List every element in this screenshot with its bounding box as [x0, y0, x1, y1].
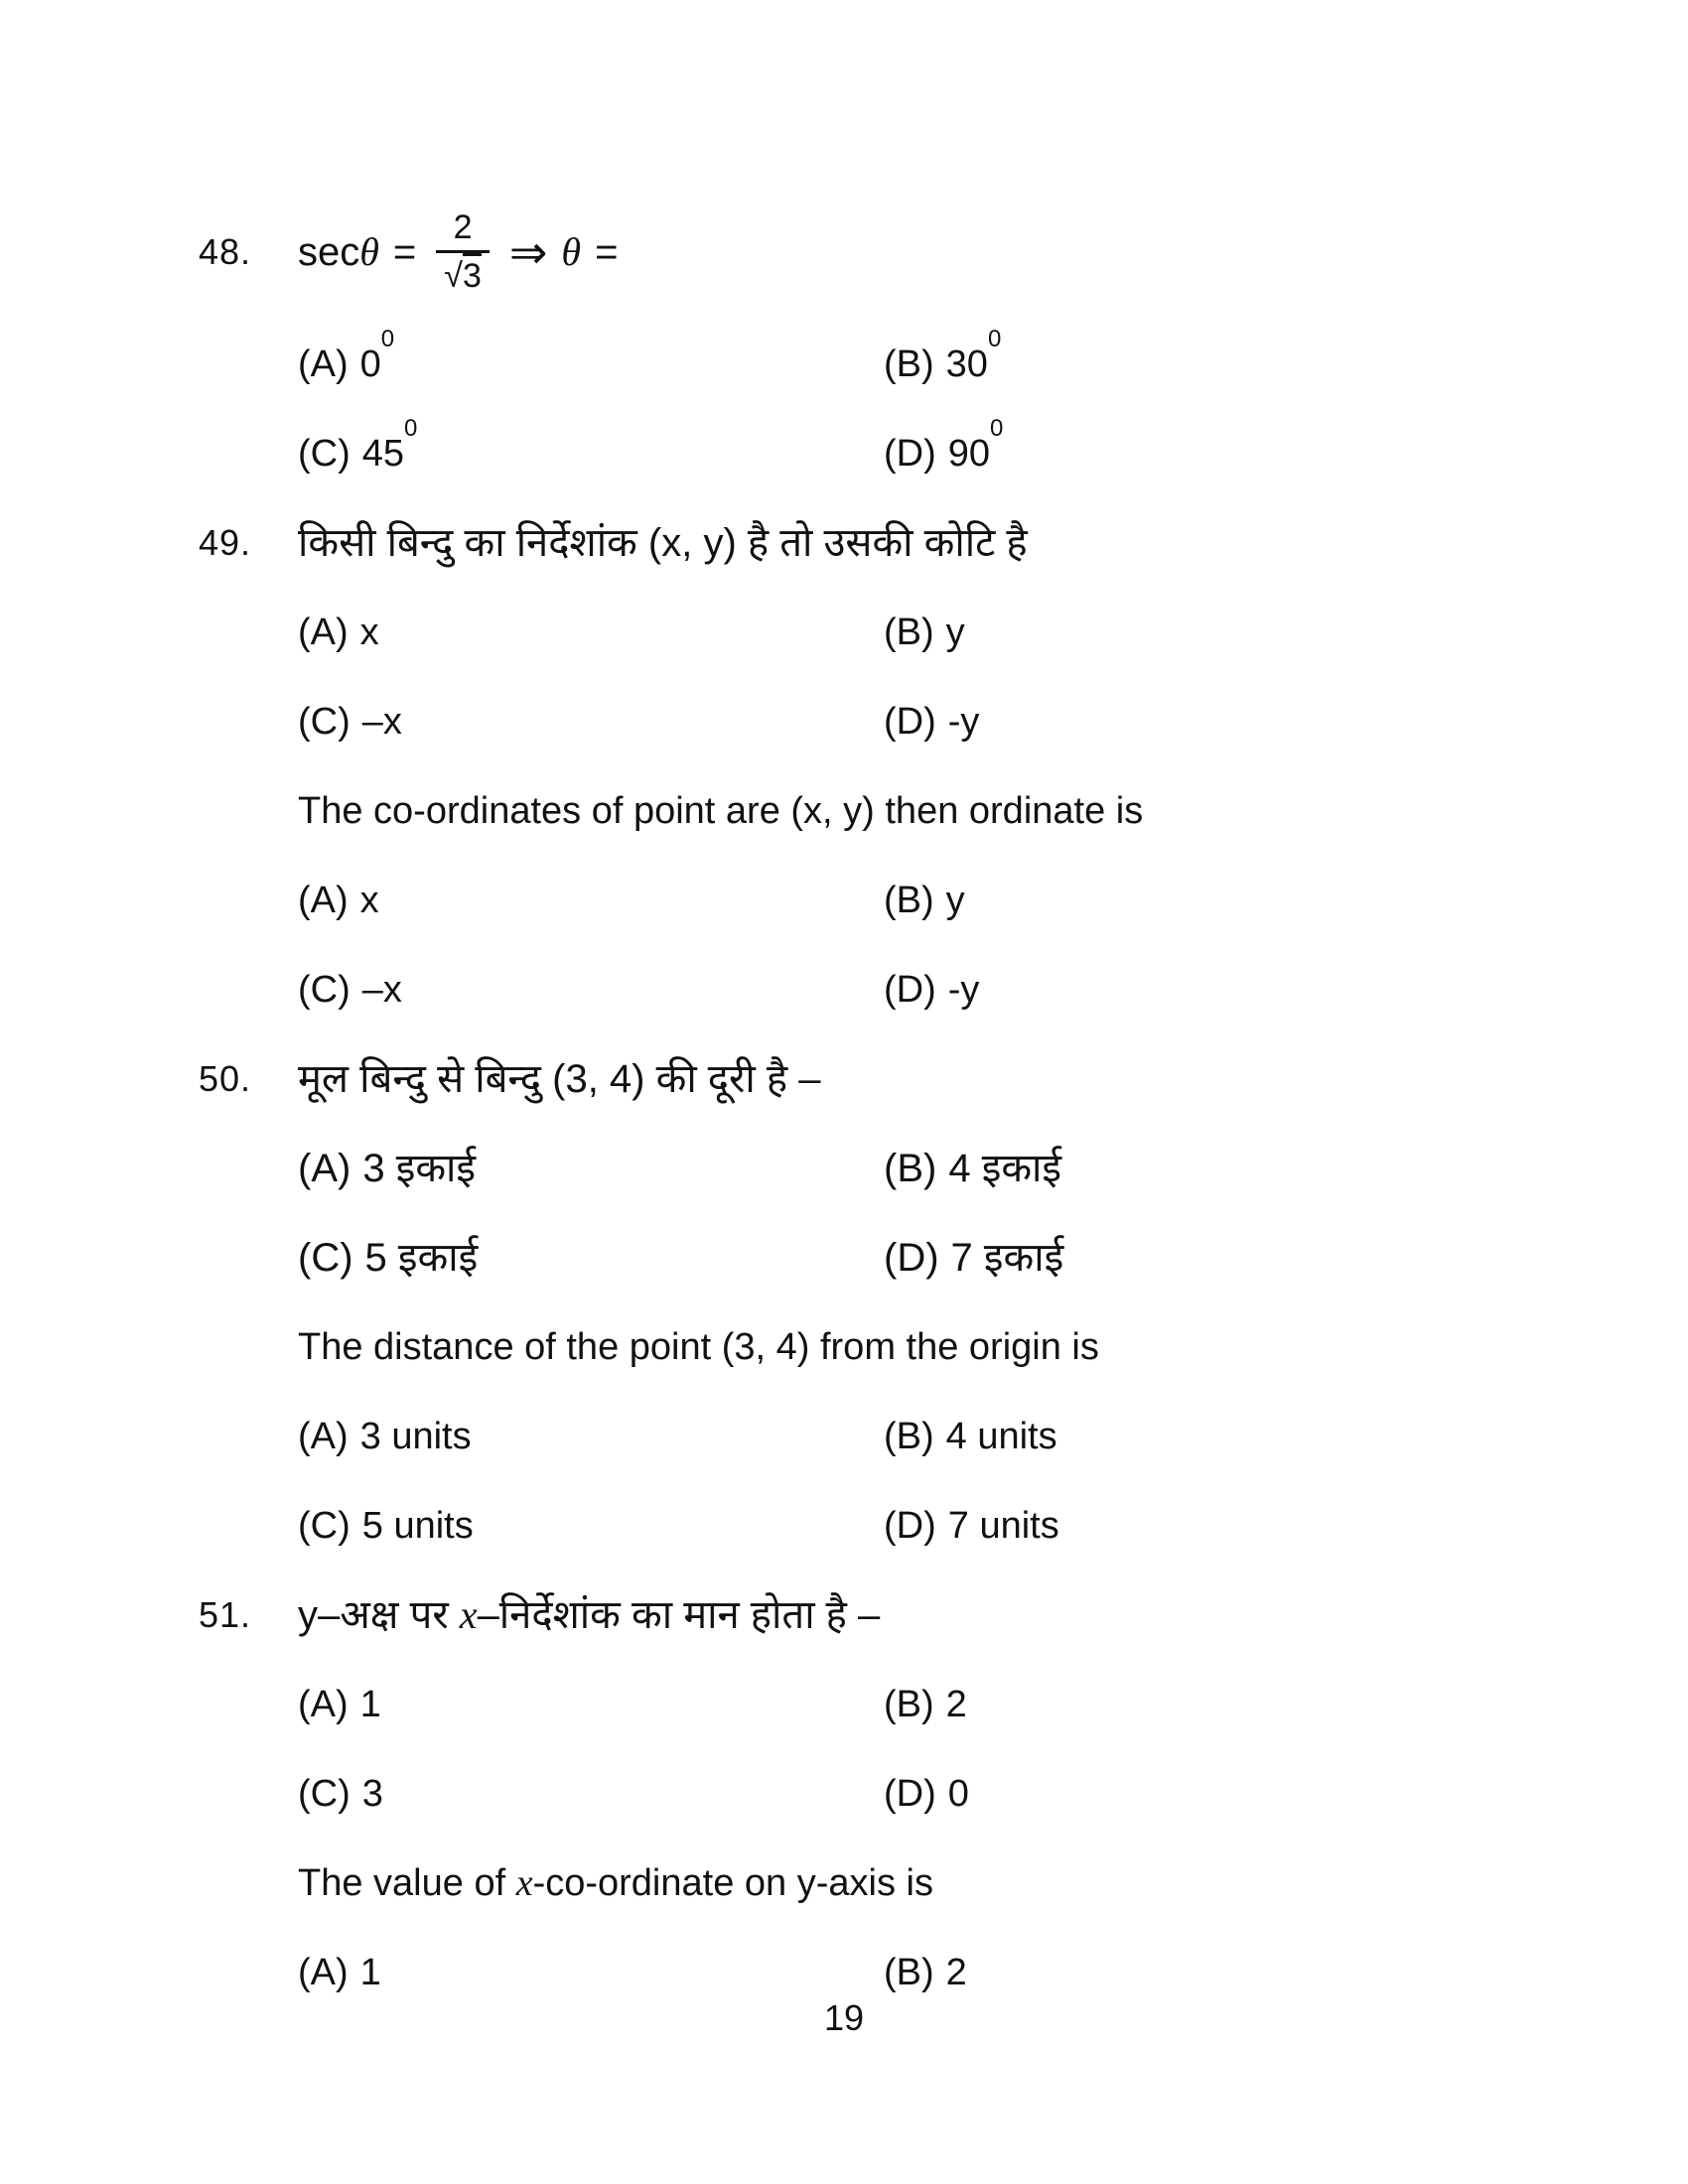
option-d — [884, 966, 979, 1014]
q50-english-options-row-1 — [199, 1413, 1549, 1460]
option-label: (A) — [298, 880, 349, 921]
equals-sign-2: = — [595, 230, 619, 274]
option-superscript: 0 — [990, 415, 1004, 443]
q48-options-row-2 — [199, 415, 1549, 478]
option-b — [884, 1681, 967, 1728]
option-value: 4 units — [945, 1416, 1057, 1457]
equals-sign: = — [392, 230, 417, 274]
english-text-pre: The value of — [298, 1862, 516, 1904]
option-value: x — [359, 612, 379, 653]
option-label: (A) — [298, 1952, 349, 1993]
question-text-english — [298, 1859, 933, 1907]
option-label: (A) — [298, 1416, 349, 1457]
option-value: –x — [361, 969, 402, 1011]
question-text-english: The distance of the point (3, 4) from the origin is — [298, 1326, 1099, 1368]
question-formula — [298, 207, 632, 295]
option-b — [884, 1413, 1057, 1460]
option-value: 7 units — [947, 1505, 1059, 1547]
option-superscript: 0 — [380, 326, 395, 353]
option-c — [298, 1234, 884, 1282]
option-label: (B) — [884, 1684, 934, 1725]
option-c — [298, 966, 884, 1014]
option-value: 1 — [359, 1952, 381, 1993]
option-label: (D) — [884, 1236, 939, 1280]
question-51-english — [199, 1859, 1549, 1907]
option-b — [884, 1949, 967, 1996]
option-label: (D) — [884, 433, 936, 475]
option-label: (C) — [298, 1773, 351, 1815]
option-a — [298, 1145, 884, 1192]
option-label: (B) — [884, 1416, 934, 1457]
option-label: (B) — [884, 880, 934, 921]
option-label: (A) — [298, 612, 349, 653]
option-a — [298, 1681, 884, 1728]
question-number: 51. — [199, 1594, 252, 1635]
q49-hindi-options-row-1 — [199, 609, 1549, 656]
option-value: –x — [361, 701, 402, 743]
option-value: 1 — [359, 1684, 381, 1725]
option-value: 2 — [945, 1684, 967, 1725]
q51-options-row-1 — [199, 1681, 1549, 1728]
radical-sign: √ — [444, 256, 463, 295]
option-d — [884, 415, 1004, 478]
option-label: (B) — [884, 1147, 937, 1190]
option-superscript: 0 — [987, 326, 1002, 353]
question-50-head — [199, 1055, 1549, 1103]
q51-english-options-row-1 — [199, 1949, 1549, 1996]
hindi-text-pre: y–अक्ष पर — [298, 1593, 460, 1637]
formula-theta-2: θ — [561, 229, 582, 274]
option-value: 90 — [947, 433, 991, 475]
option-value: 5 इकाई — [364, 1236, 479, 1280]
option-value: y — [945, 880, 965, 921]
question-text-english: The co-ordinates of point are (x, y) then ordinate is — [298, 790, 1144, 832]
option-label: (C) — [298, 701, 351, 743]
hindi-text-post: –निर्देशांक का मान होता है – — [477, 1593, 881, 1637]
fraction-denominator — [436, 250, 490, 295]
option-a — [298, 877, 884, 924]
option-label: (B) — [884, 1952, 934, 1993]
q49-hindi-options-row-2 — [199, 698, 1549, 746]
question-49-head — [199, 519, 1549, 567]
option-label: (C) — [298, 1505, 351, 1547]
q51-options-row-2 — [199, 1770, 1549, 1818]
formula-sec: sec — [298, 230, 360, 274]
math-variable-x: x — [515, 1862, 533, 1904]
option-value: 0 — [359, 343, 381, 385]
option-value: 30 — [945, 343, 988, 385]
question-49-english — [199, 787, 1549, 835]
option-value: 2 — [945, 1952, 967, 1993]
option-c — [298, 1770, 884, 1818]
option-d — [884, 698, 979, 746]
question-51-head — [199, 1591, 1549, 1639]
option-label: (A) — [298, 1684, 349, 1725]
q50-hindi-options-row-1 — [199, 1145, 1549, 1192]
option-c — [298, 698, 884, 746]
q48-options-row-1 — [199, 326, 1549, 388]
question-text-hindi: किसी बिन्दु का निर्देशांक (x, y) है तो उसकी कोटि है — [298, 521, 1028, 565]
q49-english-options-row-1 — [199, 877, 1549, 924]
option-d — [884, 1770, 969, 1818]
option-c — [298, 1502, 884, 1550]
option-label: (D) — [884, 1505, 936, 1547]
option-b — [884, 609, 965, 656]
radicand: 3 — [463, 253, 482, 295]
questions-area — [199, 194, 1549, 2038]
question-number: 48. — [199, 231, 252, 272]
option-b — [884, 877, 965, 924]
option-superscript: 0 — [404, 415, 418, 443]
option-label: (A) — [298, 1147, 352, 1190]
option-label: (B) — [884, 612, 934, 653]
option-value: 3 units — [359, 1416, 472, 1457]
math-variable-x: x — [459, 1592, 478, 1637]
option-label: (D) — [884, 1773, 936, 1815]
page-number: 19 — [823, 1997, 865, 2038]
option-value: 4 इकाई — [948, 1147, 1062, 1190]
option-label: (C) — [298, 433, 351, 475]
formula-theta: θ — [359, 229, 379, 274]
option-d — [884, 1234, 1063, 1282]
q49-english-options-row-2 — [199, 966, 1549, 1014]
option-a — [298, 609, 884, 656]
question-48-head — [199, 194, 1549, 311]
option-b — [884, 1145, 1061, 1192]
option-value: 3 इकाई — [362, 1147, 477, 1190]
option-label: (C) — [298, 1236, 353, 1280]
q50-hindi-options-row-2 — [199, 1234, 1549, 1282]
option-a — [298, 1949, 884, 1996]
option-value: -y — [947, 969, 980, 1011]
option-d — [884, 1502, 1059, 1550]
option-label: (B) — [884, 343, 934, 385]
english-text-post: -co-ordinate on y-axis is — [532, 1862, 933, 1904]
option-label: (D) — [884, 701, 936, 743]
fraction-numerator: 2 — [453, 207, 473, 246]
option-label: (D) — [884, 969, 936, 1011]
question-text-hindi: मूल बिन्दु से बिन्दु (3, 4) की दूरी है – — [298, 1057, 821, 1101]
option-value: y — [945, 612, 965, 653]
q50-english-options-row-2 — [199, 1502, 1549, 1550]
implies-arrow: ⇒ — [508, 226, 548, 278]
option-a — [298, 1413, 884, 1460]
option-value: -y — [947, 701, 980, 743]
question-text-hindi — [298, 1591, 880, 1639]
option-a — [298, 326, 884, 388]
fraction — [436, 207, 490, 295]
question-number: 50. — [199, 1058, 252, 1099]
question-number: 49. — [199, 522, 252, 563]
option-value: 7 इकाई — [950, 1236, 1064, 1280]
question-50-english — [199, 1323, 1549, 1371]
option-value: 5 units — [361, 1505, 474, 1547]
option-c — [298, 415, 884, 478]
option-value: 3 — [361, 1773, 383, 1815]
option-label: (C) — [298, 969, 351, 1011]
option-value: 45 — [361, 433, 405, 475]
option-value: 0 — [947, 1773, 969, 1815]
option-value: x — [359, 880, 379, 921]
option-b — [884, 326, 1002, 388]
option-label: (A) — [298, 343, 349, 385]
